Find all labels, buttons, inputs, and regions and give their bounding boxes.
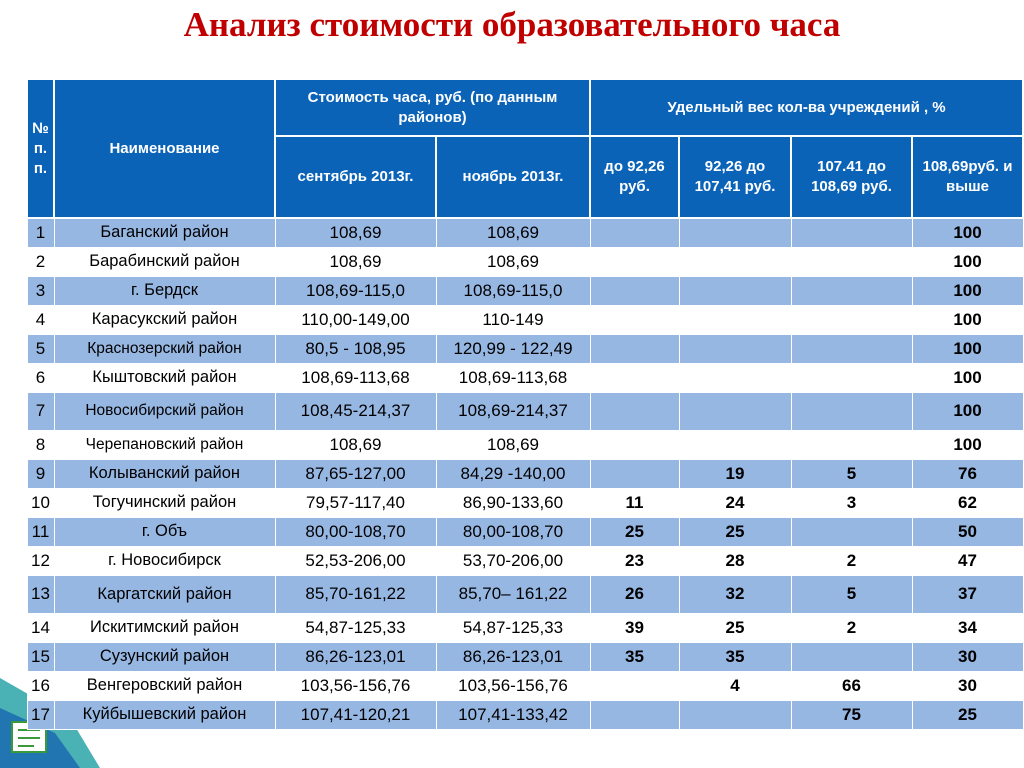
cell-name: г. Новосибирск	[54, 546, 275, 575]
cell-bracket-3	[791, 305, 912, 334]
cell-bracket-2: 28	[679, 546, 791, 575]
cell-bracket-2: 32	[679, 575, 791, 613]
cell-september: 108,69	[275, 430, 436, 459]
cell-november: 54,87-125,33	[436, 613, 590, 642]
cell-bracket-2	[679, 392, 791, 430]
cell-bracket-3	[791, 276, 912, 305]
cell-bracket-3	[791, 218, 912, 247]
cell-bracket-1	[590, 276, 679, 305]
page-title: Анализ стоимости образовательного часа	[183, 5, 841, 44]
cell-bracket-4: 100	[912, 430, 1023, 459]
table-body	[27, 218, 1023, 729]
col-header-cost-group: Стоимость часа, руб. (по данным районов)	[275, 79, 590, 136]
cell-bracket-4: 100	[912, 334, 1023, 363]
cell-bracket-2	[679, 247, 791, 276]
cell-bracket-4: 50	[912, 517, 1023, 546]
cell-bracket-3	[791, 517, 912, 546]
col-header-september: сентябрь 2013г.	[275, 136, 436, 218]
table-row	[27, 642, 1023, 671]
col-header-bracket-1: до 92,26 руб.	[590, 136, 679, 218]
cell-bracket-1	[590, 363, 679, 392]
col-header-share-group: Удельный вес кол-ва учреждений , %	[590, 79, 1023, 136]
cell-september: 108,45-214,37	[275, 392, 436, 430]
cell-name: Сузунский район	[54, 642, 275, 671]
col-header-name: Наименование	[54, 79, 275, 218]
cell-november: 86,26-123,01	[436, 642, 590, 671]
cell-bracket-1	[590, 218, 679, 247]
cell-bracket-2	[679, 430, 791, 459]
cell-name: Черепановский район	[54, 430, 275, 459]
cell-name: Кыштовский район	[54, 363, 275, 392]
cell-bracket-2: 35	[679, 642, 791, 671]
cell-bracket-1	[590, 700, 679, 729]
cell-bracket-4: 100	[912, 247, 1023, 276]
cell-november: 86,90-133,60	[436, 488, 590, 517]
cell-bracket-4: 100	[912, 276, 1023, 305]
cell-bracket-2: 19	[679, 459, 791, 488]
cell-bracket-1: 35	[590, 642, 679, 671]
cell-bracket-3	[791, 247, 912, 276]
cell-bracket-3	[791, 363, 912, 392]
cell-bracket-2	[679, 363, 791, 392]
cell-name: Венгеровский район	[54, 671, 275, 700]
cell-september: 107,41-120,21	[275, 700, 436, 729]
cell-bracket-3: 66	[791, 671, 912, 700]
cell-num: 11	[27, 517, 54, 546]
cell-num: 15	[27, 642, 54, 671]
cell-bracket-2	[679, 218, 791, 247]
cell-september: 108,69-115,0	[275, 276, 436, 305]
cell-bracket-4: 34	[912, 613, 1023, 642]
cell-name: Краснозерский район	[54, 334, 275, 363]
cell-bracket-1: 39	[590, 613, 679, 642]
cell-bracket-1: 25	[590, 517, 679, 546]
cell-november: 108,69-214,37	[436, 392, 590, 430]
cell-bracket-2: 25	[679, 517, 791, 546]
table-row	[27, 334, 1023, 363]
cell-september: 79,57-117,40	[275, 488, 436, 517]
cell-num: 2	[27, 247, 54, 276]
cell-november: 108,69-115,0	[436, 276, 590, 305]
cell-num: 16	[27, 671, 54, 700]
cell-september: 108,69	[275, 218, 436, 247]
cell-bracket-2	[679, 334, 791, 363]
cell-bracket-3	[791, 334, 912, 363]
cell-bracket-1	[590, 392, 679, 430]
cell-num: 9	[27, 459, 54, 488]
cell-name: Тогучинский район	[54, 488, 275, 517]
cell-name: Баганский район	[54, 218, 275, 247]
cell-bracket-2	[679, 305, 791, 334]
cell-bracket-4: 100	[912, 392, 1023, 430]
table-row	[27, 459, 1023, 488]
col-header-num: № п. п.	[27, 79, 54, 218]
cell-november: 85,70– 161,22	[436, 575, 590, 613]
cell-november: 108,69-113,68	[436, 363, 590, 392]
cell-num: 13	[27, 575, 54, 613]
table-row	[27, 575, 1023, 613]
cell-bracket-2: 25	[679, 613, 791, 642]
cell-name: г. Бердск	[54, 276, 275, 305]
cell-name: Куйбышевский район	[54, 700, 275, 729]
cell-bracket-3: 75	[791, 700, 912, 729]
cell-bracket-3: 2	[791, 546, 912, 575]
cell-september: 80,5 - 108,95	[275, 334, 436, 363]
cell-november: 53,70-206,00	[436, 546, 590, 575]
cell-num: 1	[27, 218, 54, 247]
cell-num: 3	[27, 276, 54, 305]
cell-bracket-4: 25	[912, 700, 1023, 729]
cell-bracket-1: 11	[590, 488, 679, 517]
cell-num: 4	[27, 305, 54, 334]
cell-september: 108,69	[275, 247, 436, 276]
cell-september: 80,00-108,70	[275, 517, 436, 546]
cell-num: 12	[27, 546, 54, 575]
cell-bracket-4: 100	[912, 363, 1023, 392]
cell-november: 120,99 - 122,49	[436, 334, 590, 363]
cell-bracket-2	[679, 276, 791, 305]
cell-bracket-4: 100	[912, 218, 1023, 247]
cell-september: 103,56-156,76	[275, 671, 436, 700]
cell-bracket-1	[590, 459, 679, 488]
cell-bracket-3	[791, 430, 912, 459]
table-row	[27, 276, 1023, 305]
table-row	[27, 546, 1023, 575]
cell-bracket-3	[791, 392, 912, 430]
cell-bracket-1: 23	[590, 546, 679, 575]
col-header-november: ноябрь 2013г.	[436, 136, 590, 218]
cell-bracket-3: 2	[791, 613, 912, 642]
cell-bracket-2	[679, 700, 791, 729]
cell-september: 110,00-149,00	[275, 305, 436, 334]
table-row	[27, 700, 1023, 729]
table-row	[27, 363, 1023, 392]
cell-bracket-4: 30	[912, 671, 1023, 700]
cell-bracket-1	[590, 671, 679, 700]
cell-bracket-3	[791, 642, 912, 671]
cell-september: 86,26-123,01	[275, 642, 436, 671]
cell-november: 108,69	[436, 430, 590, 459]
cell-bracket-2: 24	[679, 488, 791, 517]
cell-bracket-2: 4	[679, 671, 791, 700]
table-row	[27, 247, 1023, 276]
cell-bracket-1	[590, 430, 679, 459]
cell-num: 10	[27, 488, 54, 517]
cell-bracket-1: 26	[590, 575, 679, 613]
cell-november: 110-149	[436, 305, 590, 334]
cell-bracket-1	[590, 247, 679, 276]
cell-bracket-3: 5	[791, 459, 912, 488]
cell-november: 103,56-156,76	[436, 671, 590, 700]
cell-name: Карасукский район	[54, 305, 275, 334]
cost-table	[26, 78, 1024, 730]
cell-november: 108,69	[436, 247, 590, 276]
cell-bracket-4: 37	[912, 575, 1023, 613]
table-row	[27, 218, 1023, 247]
cell-num: 14	[27, 613, 54, 642]
cell-num: 6	[27, 363, 54, 392]
cell-num: 8	[27, 430, 54, 459]
cell-bracket-4: 47	[912, 546, 1023, 575]
cell-november: 107,41-133,42	[436, 700, 590, 729]
table-row	[27, 305, 1023, 334]
table-row	[27, 392, 1023, 430]
cell-bracket-4: 76	[912, 459, 1023, 488]
cell-name: Искитимский район	[54, 613, 275, 642]
cell-bracket-1	[590, 334, 679, 363]
col-header-bracket-3: 107.41 до 108,69 руб.	[791, 136, 912, 218]
cell-november: 84,29 -140,00	[436, 459, 590, 488]
cell-bracket-3: 5	[791, 575, 912, 613]
cell-bracket-4: 100	[912, 305, 1023, 334]
cell-september: 52,53-206,00	[275, 546, 436, 575]
cell-num: 5	[27, 334, 54, 363]
cell-bracket-4: 30	[912, 642, 1023, 671]
table-row	[27, 671, 1023, 700]
cell-name: Колыванский район	[54, 459, 275, 488]
cell-num: 7	[27, 392, 54, 430]
cell-name: г. Объ	[54, 517, 275, 546]
table-row	[27, 517, 1023, 546]
col-header-bracket-2: 92,26 до 107,41 руб.	[679, 136, 791, 218]
table-row	[27, 430, 1023, 459]
cell-september: 108,69-113,68	[275, 363, 436, 392]
col-header-bracket-4: 108,69руб. и выше	[912, 136, 1023, 218]
cell-name: Новосибирский район	[54, 392, 275, 430]
table-row	[27, 488, 1023, 517]
cell-september: 85,70-161,22	[275, 575, 436, 613]
cell-name: Каргатский район	[54, 575, 275, 613]
cell-november: 80,00-108,70	[436, 517, 590, 546]
cell-bracket-4: 62	[912, 488, 1023, 517]
cell-september: 54,87-125,33	[275, 613, 436, 642]
cell-september: 87,65-127,00	[275, 459, 436, 488]
cell-name: Барабинский район	[54, 247, 275, 276]
cell-november: 108,69	[436, 218, 590, 247]
cell-num: 17	[27, 700, 54, 729]
table-row	[27, 613, 1023, 642]
cell-bracket-1	[590, 305, 679, 334]
cell-bracket-3: 3	[791, 488, 912, 517]
